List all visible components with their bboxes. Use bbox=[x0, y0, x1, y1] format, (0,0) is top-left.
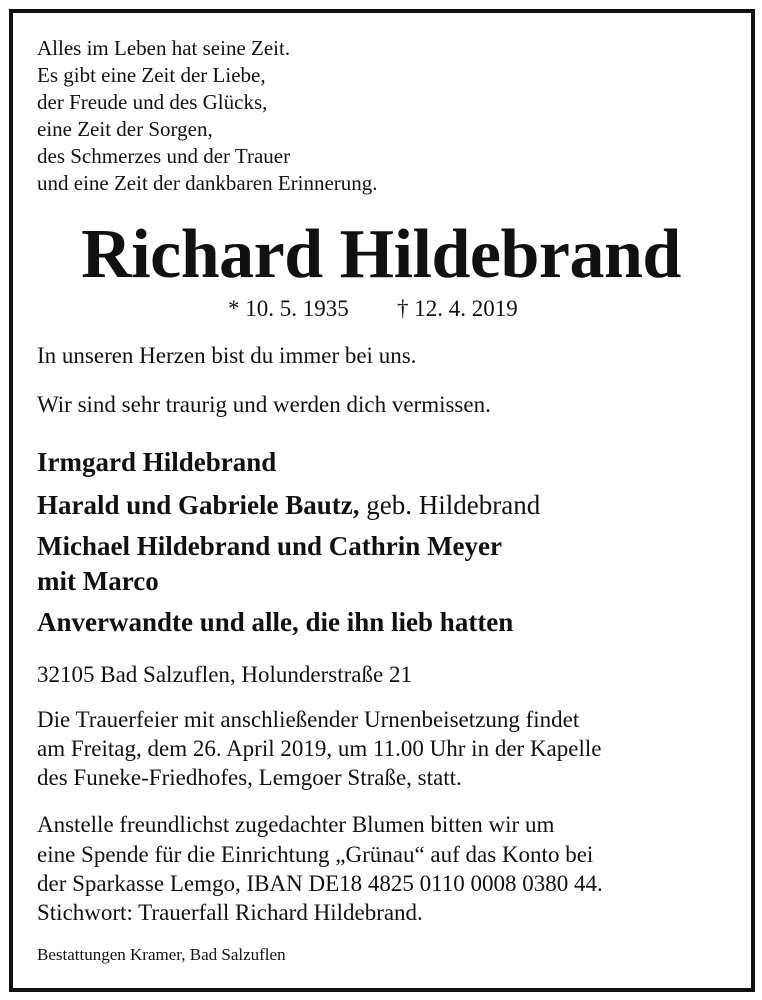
death-date: † 12. 4. 2019 bbox=[397, 296, 518, 321]
birth-date: * 10. 5. 1935 bbox=[228, 296, 349, 321]
ceremony-line: am Freitag, dem 26. April 2019, um 11.00 Uhr in der Kapelle bbox=[37, 736, 602, 761]
funeral-home: Bestattungen Kramer, Bad Salzuflen bbox=[37, 945, 286, 964]
mourner-line: Irmgard Hildebrand bbox=[37, 447, 277, 477]
deceased-name: Richard Hildebrand bbox=[81, 216, 681, 293]
mourner-name: Harald und Gabriele Bautz, bbox=[37, 490, 360, 520]
ceremony-line: des Funeke-Friedhofes, Lemgoer Straße, statt. bbox=[37, 765, 462, 790]
poem-line: der Freude und des Glücks, bbox=[37, 90, 268, 114]
mourner-line: Anverwandte und alle, die ihn lieb hatten bbox=[37, 607, 514, 637]
message-line: In unseren Herzen bist du immer bei uns. bbox=[37, 343, 417, 368]
donation-line: der Sparkasse Lemgo, IBAN DE18 4825 0110 0008 0380 44. bbox=[37, 871, 603, 896]
donation-line: Stichwort: Trauerfall Richard Hildebrand. bbox=[37, 900, 423, 925]
donation-line: Anstelle freundlichst zugedachter Blumen bitten wir um bbox=[37, 812, 555, 837]
poem-line: eine Zeit der Sorgen, bbox=[37, 117, 213, 141]
address: 32105 Bad Salzuflen, Holunderstraße 21 bbox=[37, 662, 412, 687]
donation-line: eine Spende für die Einrichtung „Grünau“ auf das Konto bei bbox=[37, 842, 594, 867]
mourner-line bbox=[37, 488, 540, 522]
poem-line: des Schmerzes und der Trauer bbox=[37, 144, 291, 168]
ceremony-line: Die Trauerfeier mit anschließender Urnenbeisetzung findet bbox=[37, 707, 580, 732]
poem-line: und eine Zeit der dankbaren Erinnerung. bbox=[37, 171, 378, 195]
poem-line: Alles im Leben hat seine Zeit. bbox=[37, 36, 291, 60]
mourner-line: mit Marco bbox=[37, 566, 159, 596]
message-line: Wir sind sehr traurig und werden dich vermissen. bbox=[37, 392, 491, 417]
mourner-line: Michael Hildebrand und Cathrin Meyer bbox=[37, 531, 502, 561]
mourner-maiden-name: geb. Hildebrand bbox=[359, 490, 541, 520]
poem-line: Es gibt eine Zeit der Liebe, bbox=[37, 63, 266, 87]
